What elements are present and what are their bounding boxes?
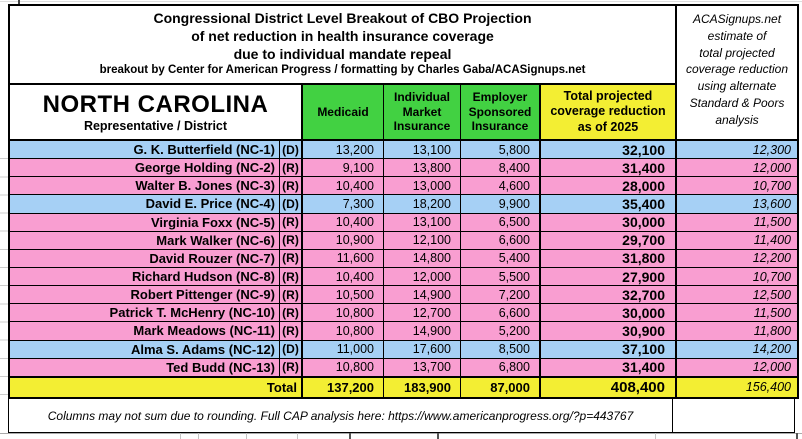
- cell-party[interactable]: (R): [279, 322, 301, 340]
- cell-medicaid[interactable]: 10,800: [301, 322, 383, 340]
- cell-total[interactable]: 32,100: [539, 141, 675, 159]
- cell-sp[interactable]: 14,200: [675, 341, 797, 359]
- sheet-gridline-stub: [246, 433, 247, 439]
- cell-name[interactable]: Virginia Foxx (NC-5): [10, 214, 279, 232]
- cell-employer[interactable]: 6,600: [460, 232, 539, 250]
- sheet-margin-gridlines: [0, 141, 8, 397]
- cell-medicaid[interactable]: 9,100: [301, 159, 383, 177]
- col-header-employer[interactable]: Employer Sponsored Insurance: [460, 85, 539, 141]
- cell-name[interactable]: Richard Hudson (NC-8): [10, 268, 279, 286]
- state-header-cell[interactable]: [10, 85, 301, 141]
- cell-total[interactable]: 29,700: [539, 232, 675, 250]
- sp-note-header-cell[interactable]: [675, 6, 797, 141]
- cell-sp[interactable]: 11,500: [675, 304, 797, 322]
- cell-individual[interactable]: 14,900: [383, 286, 460, 304]
- cell-party[interactable]: (R): [279, 359, 301, 377]
- cell-medicaid[interactable]: 10,400: [301, 214, 383, 232]
- total-employer[interactable]: 87,000: [460, 377, 539, 397]
- footer-empty-cell[interactable]: [673, 399, 795, 433]
- cell-total[interactable]: 30,000: [539, 304, 675, 322]
- cell-individual[interactable]: 12,000: [383, 268, 460, 286]
- col-header-individual[interactable]: Individual Market Insurance: [383, 85, 460, 141]
- cell-medicaid[interactable]: 7,300: [301, 195, 383, 213]
- cell-sp[interactable]: 12,200: [675, 250, 797, 268]
- cell-individual[interactable]: 13,700: [383, 359, 460, 377]
- title-credit: breakout by Center for American Progress / formatting by Charles Gaba/ACASignups.net: [99, 64, 586, 76]
- cell-party[interactable]: (R): [279, 177, 301, 195]
- cell-party[interactable]: (R): [279, 250, 301, 268]
- cell-medicaid[interactable]: 10,800: [301, 359, 383, 377]
- cell-sp[interactable]: 11,400: [675, 232, 797, 250]
- table-title-cell[interactable]: [10, 6, 675, 85]
- cell-employer[interactable]: 5,500: [460, 268, 539, 286]
- sheet-gridline-stub: [796, 433, 798, 439]
- footer-note-text: Columns may not sum due to rounding. Full CAP analysis here: https://www.americanprogress.org/?p=443767: [47, 408, 634, 423]
- cell-name[interactable]: Patrick T. McHenry (NC-10): [10, 304, 279, 322]
- cell-name[interactable]: David E. Price (NC-4): [10, 195, 279, 213]
- cell-employer[interactable]: 8,500: [460, 341, 539, 359]
- cell-individual[interactable]: 18,200: [383, 195, 460, 213]
- sp-note-line: ACASignups.net: [692, 12, 782, 26]
- cell-name[interactable]: Walter B. Jones (NC-3): [10, 177, 279, 195]
- cell-individual[interactable]: 13,800: [383, 159, 460, 177]
- title-line-3: due to individual mandate repeal: [233, 46, 452, 62]
- cell-name[interactable]: Ted Budd (NC-13): [10, 359, 279, 377]
- cell-employer[interactable]: 5,200: [460, 322, 539, 340]
- title-line-1: Congressional District Level Breakout of CBO Projection: [153, 10, 532, 26]
- sheet-gridline-stub: [655, 433, 656, 439]
- sp-note-line: coverage reduction: [685, 62, 789, 77]
- sheet-gridline-bottom: [0, 433, 802, 434]
- cell-total[interactable]: 32,700: [539, 286, 675, 304]
- cell-total[interactable]: 37,100: [539, 341, 675, 359]
- cell-sp[interactable]: 10,700: [675, 177, 797, 195]
- cell-sp[interactable]: 11,500: [675, 214, 797, 232]
- cell-individual[interactable]: 17,600: [383, 341, 460, 359]
- cell-employer[interactable]: 7,200: [460, 286, 539, 304]
- cell-name[interactable]: Mark Meadows (NC-11): [10, 322, 279, 340]
- sheet-gridline-stub: [297, 433, 298, 439]
- cell-sp[interactable]: 11,800: [675, 322, 797, 340]
- total-medicaid[interactable]: 137,200: [301, 377, 383, 397]
- cell-individual[interactable]: 13,000: [383, 177, 460, 195]
- cell-party[interactable]: (D): [279, 141, 301, 159]
- cell-name[interactable]: Mark Walker (NC-6): [10, 232, 279, 250]
- cell-party[interactable]: (D): [279, 341, 301, 359]
- cell-name[interactable]: George Holding (NC-2): [10, 159, 279, 177]
- cell-total[interactable]: 30,000: [539, 214, 675, 232]
- cell-medicaid[interactable]: 13,200: [301, 141, 383, 159]
- cell-employer[interactable]: 8,400: [460, 159, 539, 177]
- sp-note-line: using alternate: [697, 79, 777, 94]
- total-row-label[interactable]: Total: [10, 377, 301, 397]
- footer-note-cell[interactable]: [8, 399, 673, 433]
- cell-total[interactable]: 31,800: [539, 250, 675, 268]
- cell-medicaid[interactable]: 10,400: [301, 177, 383, 195]
- cell-individual[interactable]: 14,800: [383, 250, 460, 268]
- cell-medicaid[interactable]: 10,800: [301, 304, 383, 322]
- cell-employer[interactable]: 5,400: [460, 250, 539, 268]
- cell-sp[interactable]: 10,700: [675, 268, 797, 286]
- cell-total[interactable]: 31,400: [539, 359, 675, 377]
- cell-name[interactable]: G. K. Butterfield (NC-1): [10, 141, 279, 159]
- cell-name[interactable]: David Rouzer (NC-7): [10, 250, 279, 268]
- cell-total[interactable]: 31,400: [539, 159, 675, 177]
- sheet-gridline-stub: [437, 433, 439, 439]
- cell-employer[interactable]: 5,800: [460, 141, 539, 159]
- sheet-gridline-stub: [198, 433, 199, 439]
- cell-sp[interactable]: 12,500: [675, 286, 797, 304]
- state-name: NORTH CAROLINA: [42, 90, 269, 118]
- cell-sp[interactable]: 13,600: [675, 195, 797, 213]
- cell-individual[interactable]: 12,100: [383, 232, 460, 250]
- sp-note-line: Standard & Poors: [689, 95, 785, 110]
- col-header-total[interactable]: Total projected coverage reduction as of 2025: [539, 85, 675, 141]
- state-subtitle: Representative / District: [83, 118, 228, 133]
- cell-employer[interactable]: 6,800: [460, 359, 539, 377]
- cell-total[interactable]: 35,400: [539, 195, 675, 213]
- cell-party[interactable]: (R): [279, 304, 301, 322]
- cell-sp[interactable]: 12,000: [675, 359, 797, 377]
- cell-medicaid[interactable]: 10,900: [301, 232, 383, 250]
- sheet-gridline-top: [0, 1, 802, 2]
- cell-name[interactable]: Robert Pittenger (NC-9): [10, 286, 279, 304]
- title-line-2: of net reduction in health insurance coverage: [191, 28, 494, 44]
- sheet-gridline-stub: [349, 433, 351, 439]
- cell-individual[interactable]: 13,100: [383, 214, 460, 232]
- cell-party[interactable]: (R): [279, 268, 301, 286]
- sheet-gridline-stub: [180, 433, 181, 439]
- col-header-medicaid[interactable]: Medicaid: [301, 85, 383, 141]
- cell-party[interactable]: (R): [279, 214, 301, 232]
- cell-individual[interactable]: 14,900: [383, 322, 460, 340]
- total-total[interactable]: 408,400: [539, 377, 675, 397]
- cell-total[interactable]: 30,900: [539, 322, 675, 340]
- cell-medicaid[interactable]: 11,600: [301, 250, 383, 268]
- sp-note-line: total projected: [699, 45, 775, 60]
- cell-party[interactable]: (R): [279, 159, 301, 177]
- cell-medicaid[interactable]: 10,500: [301, 286, 383, 304]
- sp-note-line: analysis: [715, 112, 759, 127]
- cell-employer[interactable]: 6,500: [460, 214, 539, 232]
- cell-party[interactable]: (R): [279, 286, 301, 304]
- total-individual[interactable]: 183,900: [383, 377, 460, 397]
- cell-medicaid[interactable]: 11,000: [301, 341, 383, 359]
- cell-employer[interactable]: 9,900: [460, 195, 539, 213]
- cell-employer[interactable]: 4,600: [460, 177, 539, 195]
- cell-individual[interactable]: 13,100: [383, 141, 460, 159]
- cell-total[interactable]: 28,000: [539, 177, 675, 195]
- cell-total[interactable]: 27,900: [539, 268, 675, 286]
- nc-projection-table: [8, 4, 799, 399]
- cell-party[interactable]: (D): [279, 195, 301, 213]
- cell-name[interactable]: Alma S. Adams (NC-12): [10, 341, 279, 359]
- cell-party[interactable]: (R): [279, 232, 301, 250]
- cell-employer[interactable]: 6,600: [460, 304, 539, 322]
- cell-medicaid[interactable]: 10,400: [301, 268, 383, 286]
- cell-individual[interactable]: 12,700: [383, 304, 460, 322]
- total-sp[interactable]: 156,400: [675, 377, 797, 397]
- sp-note-line: estimate of: [707, 28, 767, 43]
- cell-sp[interactable]: 12,300: [675, 141, 797, 159]
- cell-sp[interactable]: 12,000: [675, 159, 797, 177]
